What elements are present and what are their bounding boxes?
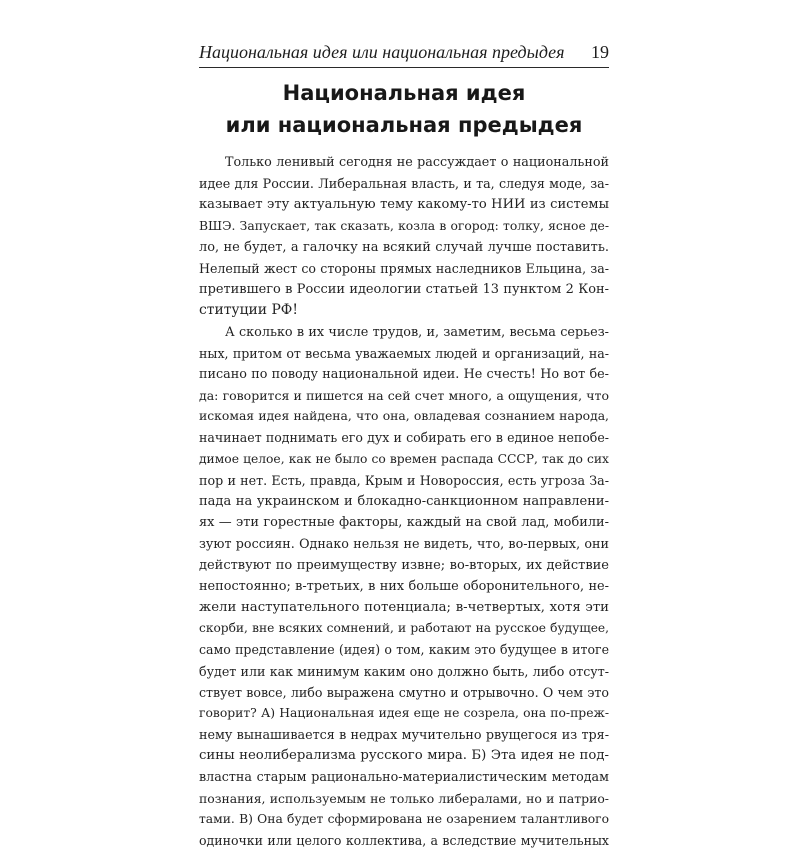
body-line: зуют россиян. Однако нельзя не видеть, что, во-первых, они xyxy=(199,536,609,552)
body-line: ло, не будет, а галочку на всякий случай лучше поставить. xyxy=(199,239,609,255)
body-line: Нелепый жест со стороны прямых наследников Ельцина, за- xyxy=(199,260,609,276)
chapter-title xyxy=(199,77,609,141)
body-text xyxy=(199,152,609,851)
chapter-title-line-2: или национальная предыдея xyxy=(225,113,583,137)
body-line: будет или как минимум каким оно должно быть, либо отсут- xyxy=(199,663,609,679)
body-line: непостоянно; в-третьих, в них больше оборонительного, не- xyxy=(199,578,609,594)
body-line: идее для России. Либеральная власть, и та, следуя моде, за- xyxy=(199,176,609,192)
body-line: да: говорится и пишется на сей счет много, а ощущения, что xyxy=(199,388,609,404)
body-line: одиночки или целого коллектива, а вследствие мучительных xyxy=(199,833,609,848)
body-line: ВШЭ. Запускает, так сказать, козла в огород: толку, ясное де- xyxy=(199,218,609,233)
body-line: пор и нет. Есть, правда, Крым и Новороссия, есть угроза За- xyxy=(199,472,609,488)
body-line: претившего в России идеологии статьей 13 пунктом 2 Кон- xyxy=(199,282,609,298)
body-line: нему вынашивается в недрах мучительно рвущегося из тря- xyxy=(199,727,609,743)
running-head xyxy=(199,40,609,64)
body-line: властна старым рационально-материалистическим методам xyxy=(199,769,609,785)
running-title: Национальная идея или национальная предыдея xyxy=(199,42,565,62)
body-line: димое целое, как не было со времен распада СССР, так до сих xyxy=(199,451,609,466)
body-line: жели наступательного потенциала; в-четвертых, хотя эти xyxy=(199,599,609,615)
body-line: скорби, вне всяких сомнений, и работают на русское будущее, xyxy=(199,621,609,636)
body-line: искомая идея найдена, что она, овладевая сознанием народа, xyxy=(199,409,609,424)
body-line: действуют по преимуществу извне; во-вторых, их действие xyxy=(199,557,609,573)
body-line: ных, притом от весьма уважаемых людей и организаций, на- xyxy=(199,345,609,361)
header-divider xyxy=(199,67,609,68)
body-line: Только ленивый сегодня не рассуждает о национальной xyxy=(225,155,609,170)
body-line: казывает эту актуальную тему какому-то НИИ из системы xyxy=(199,197,609,213)
body-line: писано по поводу национальной идеи. Не счесть! Но вот бе- xyxy=(199,366,609,382)
body-line: ституции РФ! xyxy=(199,302,298,319)
chapter-title-line-1: Национальная идея xyxy=(282,81,526,105)
body-line: ях — эти горестные факторы, каждый на свой лад, мобили- xyxy=(199,515,609,531)
body-line: сины неолиберализма русского мира. Б) Эта идея не под- xyxy=(199,748,609,764)
body-line: пада на украинском и блокадно-санкционном направлени- xyxy=(199,494,609,509)
body-line: ствует вовсе, либо выражена смутно и отрывочно. О чем это xyxy=(199,684,609,700)
body-line: познания, используемым не только либералами, но и патрио- xyxy=(199,790,609,806)
page-number: 19 xyxy=(591,42,609,62)
body-line: говорит? А) Национальная идея еще не созрела, она по-преж- xyxy=(199,705,609,720)
body-line: начинает поднимать его дух и собирать его в единое непобе- xyxy=(199,430,609,446)
body-line: тами. В) Она будет сформирована не озарением талантливого xyxy=(199,811,609,826)
body-line: само представление (идея) о том, каким это будущее в итоге xyxy=(199,642,609,658)
body-line: А сколько в их числе трудов, и, заметим, весьма серьез- xyxy=(225,324,609,340)
